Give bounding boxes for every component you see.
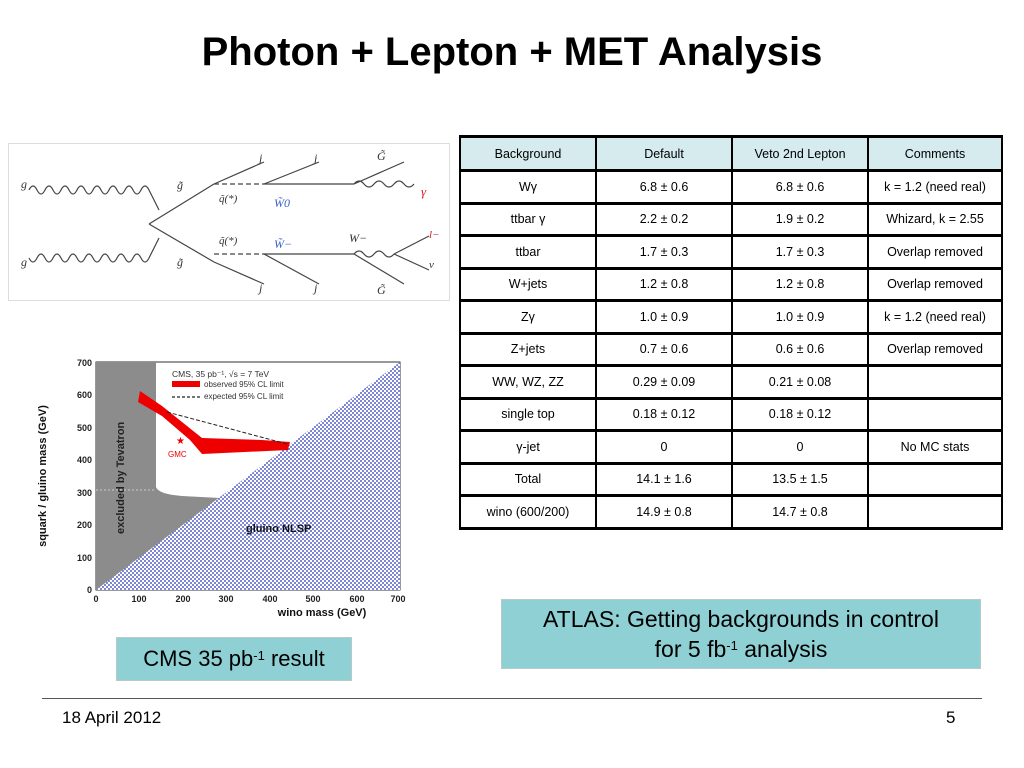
table-cell: 14.1 ± 1.6 (596, 463, 732, 496)
table-cell: single top (460, 398, 596, 431)
gmc-label: GMC (168, 450, 187, 459)
y-tick: 300 (76, 488, 92, 498)
atlas-note-text: for 5 fb (654, 636, 727, 662)
table-cell: 2.2 ± 0.2 (596, 203, 732, 236)
table-cell: 14.7 ± 0.8 (732, 496, 868, 529)
table-row (460, 236, 1002, 269)
w-boson-line (354, 251, 394, 257)
table-cell: k = 1.2 (need real) (868, 301, 1002, 334)
x-tick: 500 (305, 594, 321, 604)
table-row (460, 301, 1002, 334)
label-photon: γ (421, 184, 427, 199)
label-wino-minus: W̃− (274, 237, 293, 251)
photon-line (354, 181, 414, 187)
label-gluon-bottom: g (21, 255, 27, 269)
jet-line-3 (264, 162, 319, 184)
table-cell: ttbar γ (460, 203, 596, 236)
gmc-star-icon: ★ (176, 436, 185, 447)
table-cell: γ-jet (460, 431, 596, 464)
atlas-note-line1: ATLAS: Getting backgrounds in control (543, 606, 939, 632)
label-lepton: l− (429, 229, 440, 241)
table-cell: 1.0 ± 0.9 (732, 301, 868, 334)
table-cell (868, 366, 1002, 399)
table-row (460, 366, 1002, 399)
label-gluon-top: g (21, 177, 27, 191)
table-row (460, 333, 1002, 366)
y-tick: 0 (86, 585, 92, 595)
label-squark-bottom: q̃(*) (219, 235, 238, 247)
neutrino-line (394, 254, 429, 270)
feynman-diagram (8, 143, 450, 301)
table-cell: No MC stats (868, 431, 1002, 464)
table-row (460, 203, 1002, 236)
page-number: 5 (946, 708, 956, 727)
table-cell: 1.2 ± 0.8 (732, 268, 868, 301)
table-cell: 1.7 ± 0.3 (732, 236, 868, 269)
table-cell: Zγ (460, 301, 596, 334)
column-header: Background (460, 137, 596, 171)
y-tick: 200 (76, 520, 92, 530)
atlas-note-box (501, 599, 981, 669)
table-cell: 0.21 ± 0.08 (732, 366, 868, 399)
column-header: Default (596, 137, 732, 171)
label-gluino-bottom: g̃ (177, 255, 183, 269)
table-cell: 1.2 ± 0.8 (596, 268, 732, 301)
x-tick: 400 (262, 594, 278, 604)
table-row-total (460, 463, 1002, 496)
label-squark-top: q̃(*) (219, 193, 238, 205)
x-tick: 100 (131, 594, 147, 604)
y-axis-label: squark / gluino mass (GeV) (37, 405, 49, 547)
legend-expected: expected 95% CL limit (204, 392, 284, 401)
label-neutrino: ν (429, 259, 434, 271)
table-row (460, 171, 1002, 204)
table-cell: 0.7 ± 0.6 (596, 333, 732, 366)
x-tick: 700 (390, 594, 406, 604)
footer-divider (42, 698, 982, 699)
x-tick: 300 (218, 594, 234, 604)
excluded-label: excluded by Tevatron (115, 421, 127, 534)
label-jet-4: j (314, 281, 318, 295)
lepton-line (394, 236, 429, 254)
table-header-row (460, 137, 1002, 171)
nlsp-label: gluino NLSP (246, 523, 312, 535)
table-cell: 6.8 ± 0.6 (596, 171, 732, 204)
atlas-note-exponent: -1 (726, 638, 738, 653)
table-cell: 1.9 ± 0.2 (732, 203, 868, 236)
atlas-note-line2 (502, 634, 980, 664)
label-gluino-top: g̃ (177, 178, 183, 192)
table-cell: Overlap removed (868, 236, 1002, 269)
label-w-minus: W− (349, 231, 368, 245)
gluon-line-top (29, 186, 159, 210)
atlas-note-text-end: analysis (737, 636, 828, 662)
y-tick: 500 (76, 423, 92, 433)
table-cell: k = 1.2 (need real) (868, 171, 1002, 204)
column-header: Veto 2nd Lepton (732, 137, 868, 171)
label-jet-3: j (259, 281, 263, 295)
table-cell (868, 496, 1002, 529)
legend-observed: observed 95% CL limit (204, 380, 284, 389)
table-cell: 0.18 ± 0.12 (732, 398, 868, 431)
label-gravitino-bottom: G̃ (377, 283, 386, 297)
y-tick: 100 (76, 553, 92, 563)
table-cell: 1.0 ± 0.9 (596, 301, 732, 334)
column-header: Comments (868, 137, 1002, 171)
table-cell: 0 (596, 431, 732, 464)
table-cell: 13.5 ± 1.5 (732, 463, 868, 496)
label-wino0: W̃0 (274, 196, 290, 210)
table-cell: 0 (732, 431, 868, 464)
table-cell: 14.9 ± 0.8 (596, 496, 732, 529)
table-cell: 1.7 ± 0.3 (596, 236, 732, 269)
x-tick: 600 (349, 594, 365, 604)
table-row (460, 398, 1002, 431)
y-tick: 400 (76, 455, 92, 465)
label-jet-2: j (314, 151, 318, 165)
table-row (460, 268, 1002, 301)
table-row (460, 431, 1002, 464)
table-cell: ttbar (460, 236, 596, 269)
x-axis-label: wino mass (GeV) (277, 607, 367, 619)
table-cell: wino (600/200) (460, 496, 596, 529)
table-cell (868, 463, 1002, 496)
table-cell: Total (460, 463, 596, 496)
table-row-signal (460, 496, 1002, 529)
table-cell: W+jets (460, 268, 596, 301)
jet-line-2 (214, 262, 264, 284)
cms-exclusion-plot (32, 352, 432, 620)
jet-line-1 (214, 162, 264, 184)
table-cell: 6.8 ± 0.6 (732, 171, 868, 204)
table-cell: 0.6 ± 0.6 (732, 333, 868, 366)
table-cell: Overlap removed (868, 333, 1002, 366)
cms-result-text-end: result (264, 646, 325, 671)
jet-line-4 (264, 254, 319, 284)
table-cell: 0.18 ± 0.12 (596, 398, 732, 431)
y-tick: 600 (76, 390, 92, 400)
x-tick: 0 (93, 594, 99, 604)
gluon-line-bottom (29, 238, 159, 262)
label-jet-1: j (259, 151, 263, 165)
table-cell: WW, WZ, ZZ (460, 366, 596, 399)
table-cell: Whizard, k = 2.55 (868, 203, 1002, 236)
label-gravitino-top: G̃ (377, 149, 386, 163)
cms-result-box (116, 637, 352, 681)
gravitino-line-bottom (354, 254, 404, 284)
cms-result-text: CMS 35 pb (143, 646, 254, 671)
footer-date: 18 April 2012 (62, 708, 162, 727)
x-tick: 200 (175, 594, 191, 604)
table-cell: Z+jets (460, 333, 596, 366)
cms-result-exponent: -1 (253, 648, 265, 663)
table-cell (868, 398, 1002, 431)
slide-title: Photon + Lepton + MET Analysis (201, 30, 823, 74)
table-cell: Overlap removed (868, 268, 1002, 301)
legend-title: CMS, 35 pb⁻¹, √s = 7 TeV (172, 369, 270, 379)
table-cell: 0.29 ± 0.09 (596, 366, 732, 399)
y-tick: 700 (76, 358, 92, 368)
background-table (459, 135, 1003, 530)
table-cell: Wγ (460, 171, 596, 204)
